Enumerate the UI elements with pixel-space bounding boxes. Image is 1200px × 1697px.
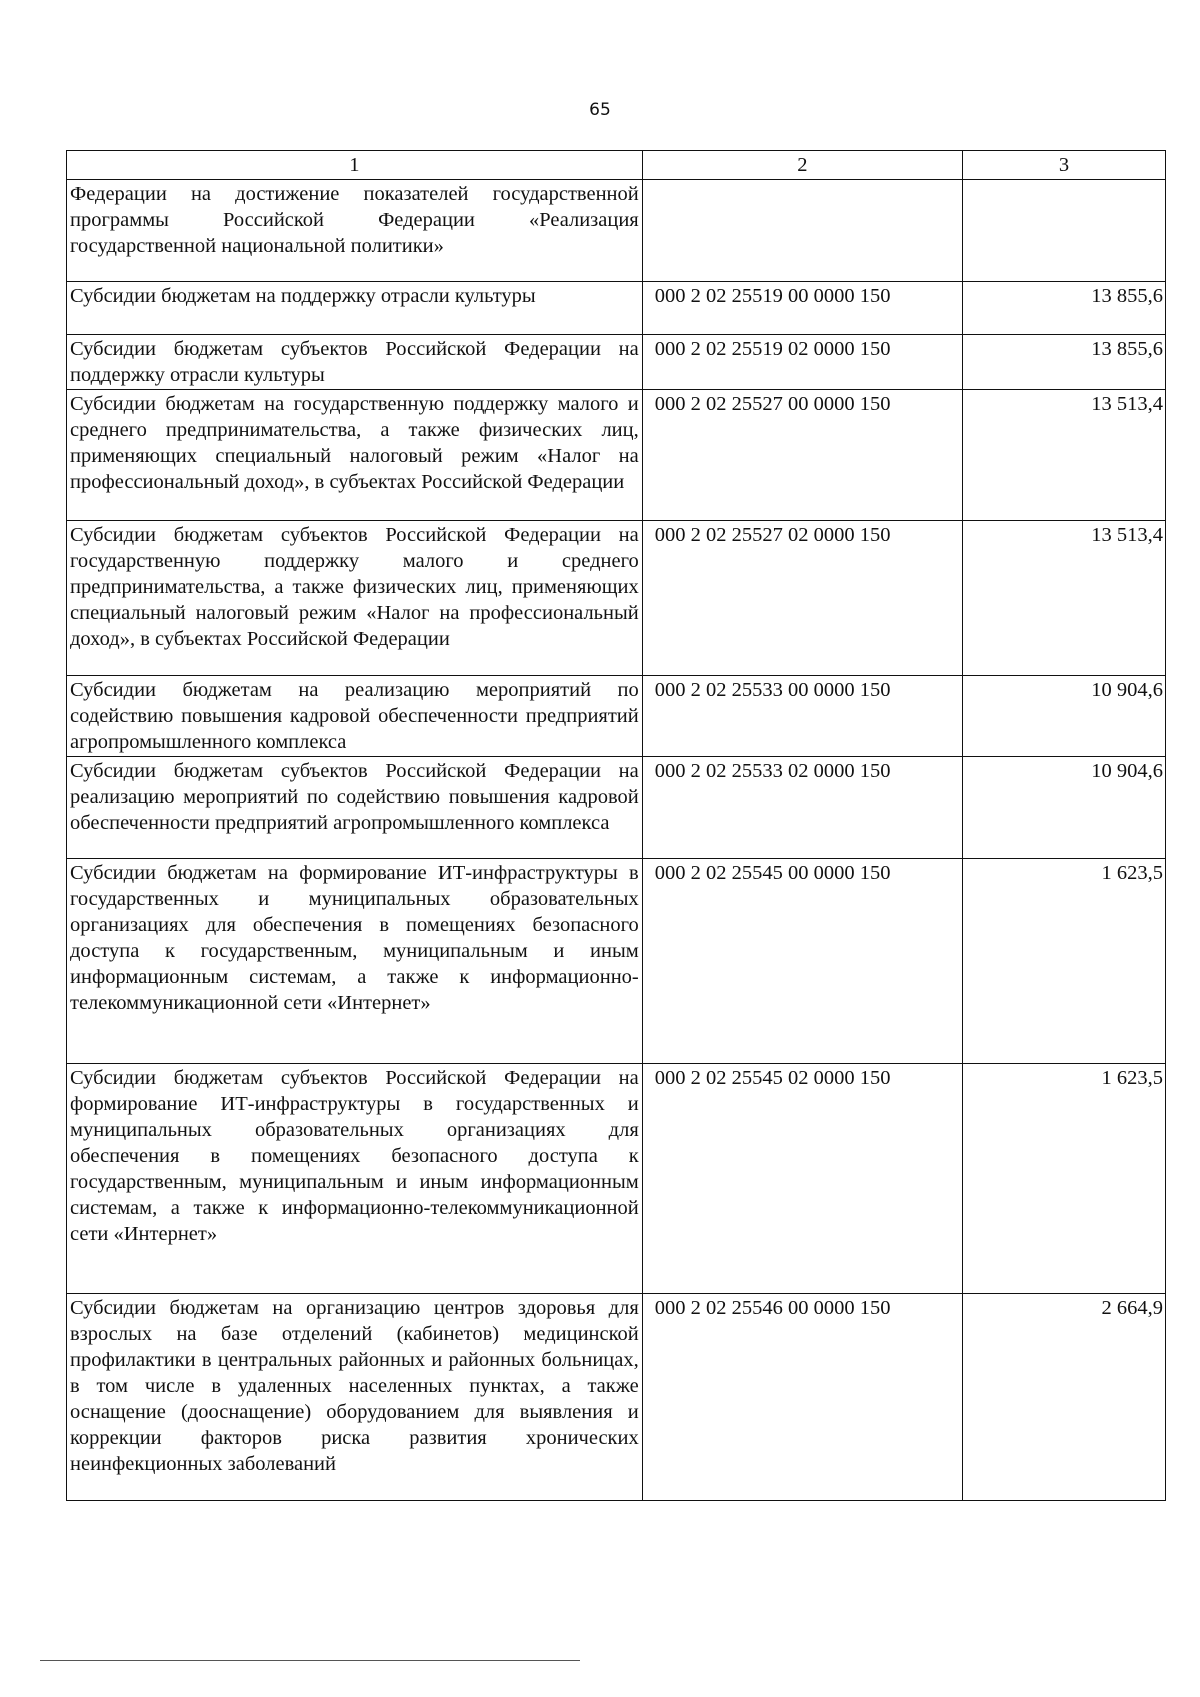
table-row [67,676,1166,757]
row-amount [962,180,1165,282]
row-amount: 10 904,6 [962,757,1165,859]
row-description: Субсидии бюджетам субъектов Российской Федерации на формирование ИТ-инфраструктуры в государственных и муниципальных образовательных организациях для обеспечения в помещениях безопасного доступа к государственным, муниципальным и иным информационным системам, а также к информационно-телекоммуникационной сети «Интернет» [67,1064,643,1294]
row-code: 000 2 02 25546 00 0000 150 [642,1294,962,1501]
row-description: Субсидии бюджетам субъектов Российской Федерации на реализацию мероприятий по содействию повышения кадровой обеспеченности предприятий агропромышленного комплекса [67,757,643,859]
footer-divider [40,1660,580,1661]
row-amount: 1 623,5 [962,859,1165,1064]
row-amount: 13 855,6 [962,335,1165,390]
row-amount: 2 664,9 [962,1294,1165,1501]
row-code: 000 2 02 25545 00 0000 150 [642,859,962,1064]
row-description: Субсидии бюджетам на реализацию мероприятий по содействию повышения кадровой обеспеченности предприятий агропромышленного комплекса [67,676,643,757]
row-description: Субсидии бюджетам на организацию центров здоровья для взрослых на базе отделений (кабинетов) медицинской профилактики в центральных районных и районных больницах, в том числе в удаленных населенных пунктах, а также оснащение (дооснащение) оборудованием для выявления и коррекции факторов риска развития хронических неинфекционных заболеваний [67,1294,643,1501]
row-code: 000 2 02 25533 02 0000 150 [642,757,962,859]
table-header-row [67,151,1166,180]
column-header-3: 3 [962,151,1165,180]
table-row [67,282,1166,335]
row-description: Субсидии бюджетам на формирование ИТ-инфраструктуры в государственных и муниципальных образовательных организациях для обеспечения в помещениях безопасного доступа к государственным, муниципальным и иным информационным системам, а также к информационно-телекоммуникационной сети «Интернет» [67,859,643,1064]
table-row [67,180,1166,282]
row-code: 000 2 02 25545 02 0000 150 [642,1064,962,1294]
table-row [67,859,1166,1064]
row-code [642,180,962,282]
row-code: 000 2 02 25519 02 0000 150 [642,335,962,390]
table-row [67,1294,1166,1501]
table-row [67,1064,1166,1294]
row-amount: 1 623,5 [962,1064,1165,1294]
row-description: Субсидии бюджетам на поддержку отрасли культуры [67,282,643,335]
table-row [67,757,1166,859]
page-number: 65 [589,100,611,120]
table-body [67,151,1166,1501]
budget-table [66,150,1166,1501]
row-code: 000 2 02 25527 00 0000 150 [642,390,962,521]
table-row [67,335,1166,390]
row-description: Федерации на достижение показателей государственной программы Российской Федерации «Реализация государственной национальной политики» [67,180,643,282]
column-header-1: 1 [67,151,643,180]
row-code: 000 2 02 25527 02 0000 150 [642,521,962,676]
row-description: Субсидии бюджетам субъектов Российской Федерации на государственную поддержку малого и среднего предпринимательства, а также физических лиц, применяющих специальный налоговый режим «Налог на профессиональный доход», в субъектах Российской Федерации [67,521,643,676]
row-amount: 13 855,6 [962,282,1165,335]
row-code: 000 2 02 25519 00 0000 150 [642,282,962,335]
table-row [67,521,1166,676]
row-code: 000 2 02 25533 00 0000 150 [642,676,962,757]
row-amount: 10 904,6 [962,676,1165,757]
row-amount: 13 513,4 [962,390,1165,521]
row-description: Субсидии бюджетам на государственную поддержку малого и среднего предпринимательства, а также физических лиц, применяющих специальный налоговый режим «Налог на профессиональный доход», в субъектах Российской Федерации [67,390,643,521]
row-description: Субсидии бюджетам субъектов Российской Федерации на поддержку отрасли культуры [67,335,643,390]
table-row [67,390,1166,521]
column-header-2: 2 [642,151,962,180]
row-amount: 13 513,4 [962,521,1165,676]
